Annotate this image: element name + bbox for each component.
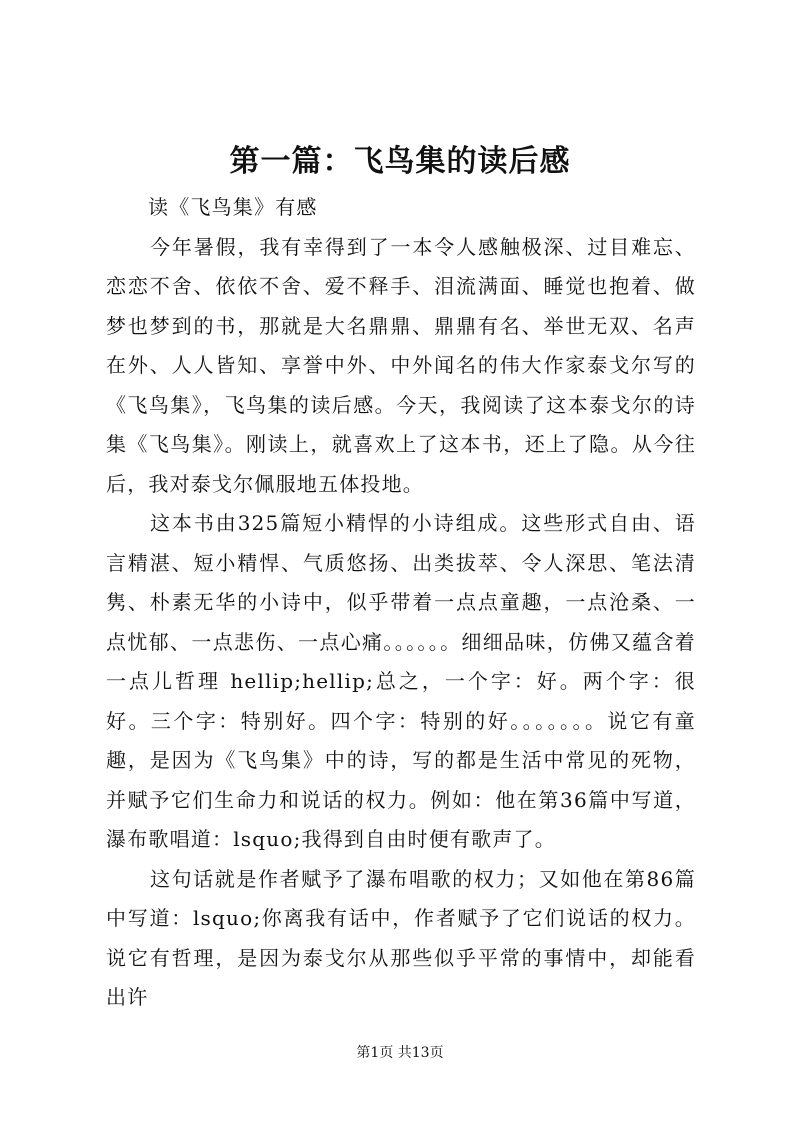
page-title: 第一篇：飞鸟集的读后感 (229, 144, 571, 179)
document-body (106, 188, 696, 1018)
paragraph-3: 这句话就是作者赋予了瀑布唱歌的权力；又如他在第86篇中写道：lsquo;你离我有话中，作者赋予了它们说话的权力。说它有哲理，是因为泰戈尔从那些似乎平常的事情中，却能看出许 (106, 866, 696, 1009)
paragraph-2: 这本书由325篇短小精悍的小诗组成。这些形式自由、语言精湛、短小精悍、气质悠扬、出类拔萃、令人深思、笔法清隽、朴素无华的小诗中，似乎带着一点点童趣，一点沧桑、一点忧郁、一点悲伤、一点心痛。。。。。。细细品味，仿佛又蕴含着一点儿哲理 hellip;hellip;总之，一个字：好。两个字：很好。三个字：特别好。四个字：特别的好。。。。。。。说它有童趣，是因为《飞鸟集》中的诗，写的都是生活中常见的死物，并赋予它们生命力和说话的权力。例如：他在第36篇中写道，瀑布歌唱道：lsquo;我得到自由时便有歌声了。 (106, 511, 696, 851)
subtitle: 读《飞鸟集》有感 (148, 195, 318, 219)
paragraph-1: 今年暑假，我有幸得到了一本令人感触极深、过目难忘、恋恋不舍、依依不舍、爱不释手、泪流满面、睡觉也抱着、做梦也梦到的书，那就是大名鼎鼎、鼎鼎有名、举世无双、名声在外、人人皆知、享誉中外、中外闻名的伟大作家泰戈尔写的《飞鸟集》，飞鸟集的读后感。今天，我阅读了这本泰戈尔的诗集《飞鸟集》。刚读上，就喜欢上了这本书，还上了隐。从今往后，我对泰戈尔佩服地五体投地。 (106, 234, 696, 496)
page-number: 第1页 共13页 (356, 1045, 444, 1061)
